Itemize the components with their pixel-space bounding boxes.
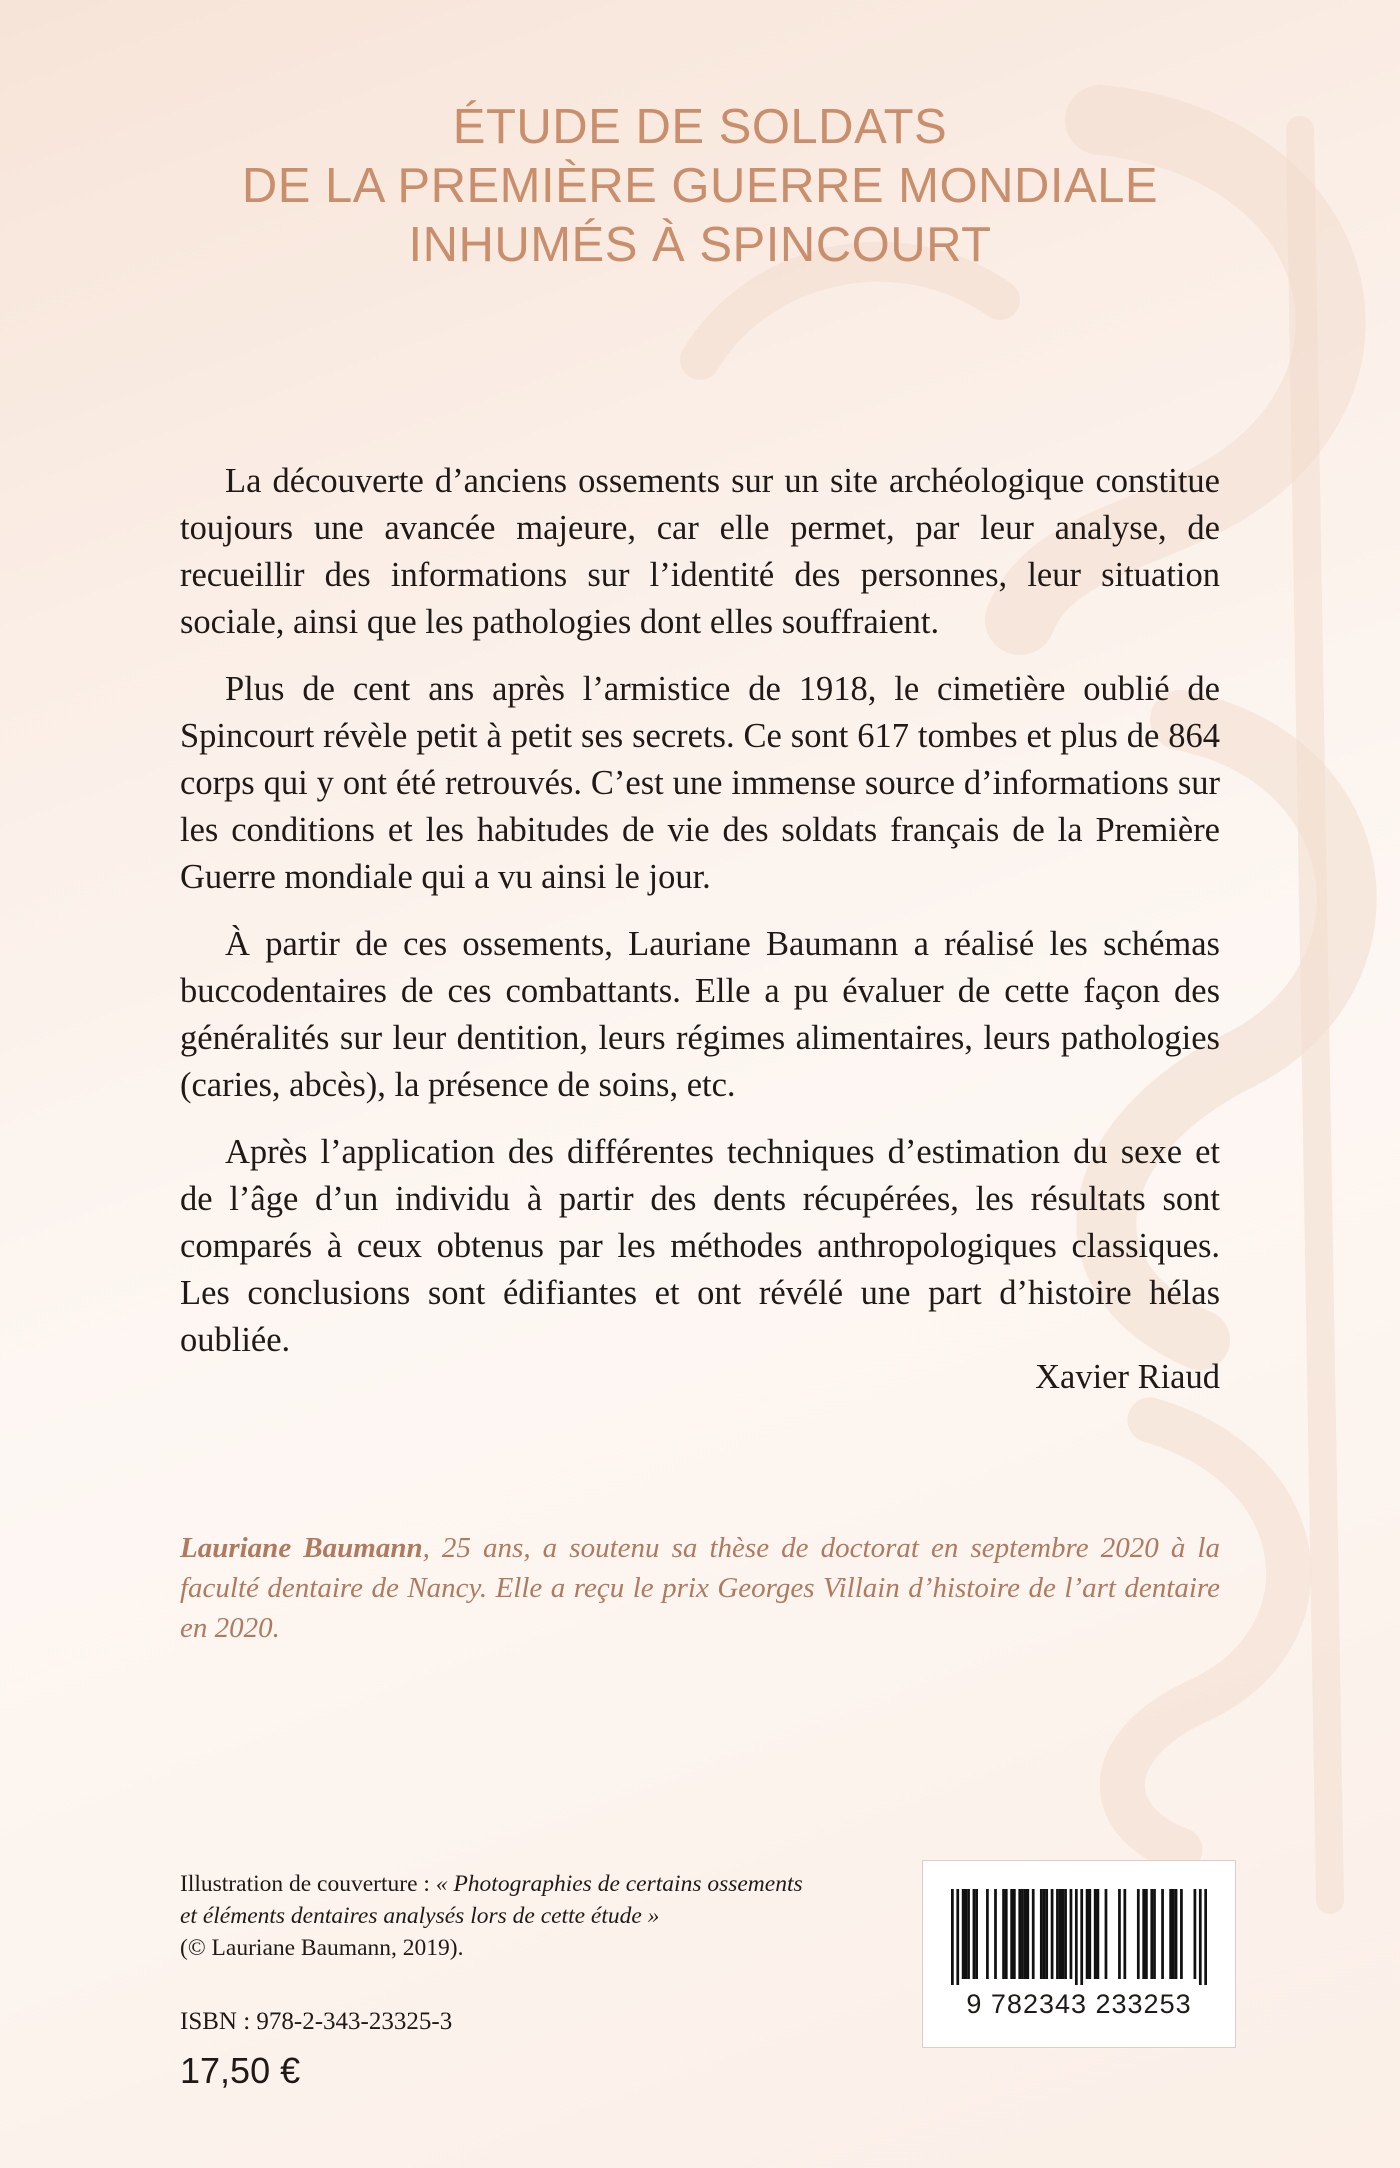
barcode-bar [1056, 1889, 1059, 1979]
barcode-bar [1169, 1889, 1172, 1979]
barcode-bar [1175, 1889, 1178, 1979]
barcode-bar [1059, 1889, 1062, 1979]
barcode-bar [1002, 1889, 1005, 1979]
author-name: Lauriane Baumann [180, 1532, 423, 1564]
barcode-bar [1137, 1889, 1140, 1979]
barcode-bar [1032, 1889, 1035, 1979]
barcode-bar [1051, 1889, 1054, 1979]
barcode-bar [964, 1889, 967, 1979]
barcode-bar [1180, 1889, 1183, 1979]
summary-text [180, 458, 1220, 1384]
credit-label: Illustration de couverture : [180, 1871, 436, 1897]
barcode-bar [1061, 1889, 1064, 1979]
barcode-bar [1153, 1889, 1156, 1979]
barcode-bar [1204, 1889, 1207, 1985]
barcode-bar [975, 1889, 978, 1979]
barcode-bar [1080, 1889, 1083, 1985]
author-bio [180, 1528, 1220, 1648]
barcode-bar [1199, 1889, 1202, 1985]
barcode-bar [1043, 1889, 1046, 1979]
barcode-bar [1005, 1889, 1008, 1979]
barcode-bar [1088, 1889, 1091, 1979]
isbn: ISBN : 978-2-343-23325-3 [180, 2008, 453, 2035]
title-line-2: DE LA PREMIÈRE GUERRE MONDIALE [241, 159, 1159, 213]
barcode-bar [951, 1889, 954, 1985]
barcode-bar [973, 1889, 976, 1979]
barcode-bar [1194, 1889, 1197, 1979]
barcode-bar [1161, 1889, 1164, 1979]
barcode-bar [986, 1889, 989, 1979]
credit-copyright: (© Lauriane Baumann, 2019). [180, 1935, 464, 1961]
barcode-bar [1097, 1889, 1100, 1979]
author-bio-text: , 25 ans, a soutenu sa thèse de doctorat en septembre 2020 à la faculté dentaire de Nancy. Elle a reçu le prix Georges Villain d’histoire de l’art dentaire en 2020. [180, 1532, 1220, 1644]
barcode-bar [1094, 1889, 1097, 1979]
barcode-bar [1150, 1889, 1153, 1979]
barcode-bar [994, 1889, 997, 1979]
barcode-bar [1075, 1889, 1078, 1985]
signature: Xavier Riaud [1035, 1358, 1220, 1396]
summary-paragraph-4: Après l’application des différentes techniques d’estimation du sexe et de l’âge d’un individu à partir des dents récupérées, les résultats sont comparés à ceux obtenus par les méthodes anthropologiques classiques. Les conclusions sont édifiantes et ont révélé une part d’histoire hélas oubliée. [180, 1133, 1220, 1359]
barcode-bar [1145, 1889, 1148, 1979]
barcode-bar [1021, 1889, 1024, 1979]
summary-paragraph-1: La découverte d’anciens ossements sur un site archéologique constitue toujours une avancée majeure, car elle permet, par leur analyse, de recueillir des informations sur l’identité des personnes, leur situation sociale, ainsi que les pathologies dont elles souffraient. [180, 462, 1220, 641]
barcode-bar [1010, 1889, 1013, 1979]
barcode-bar [1024, 1889, 1027, 1979]
cover-credit [180, 1868, 820, 1964]
summary-paragraph-2: Plus de cent ans après l’armistice de 1918, le cimetière oublié de Spincourt révèle petit à petit ses secrets. Ce sont 617 tombes et plus de 864 corps qui y ont été retrouvés. C’est une immense source d’informations sur les conditions et les habitudes de vie des soldats français de la Première Guerre mondiale qui a vu ainsi le jour. [180, 670, 1220, 896]
barcode-bar [1045, 1889, 1048, 1979]
barcode [922, 1860, 1236, 2048]
barcode-bar [1026, 1889, 1029, 1979]
barcode-bar [1040, 1889, 1043, 1979]
barcode-bar [1018, 1889, 1021, 1979]
title-line-1: ÉTUDE DE SOLDATS [452, 100, 948, 154]
barcode-bar [1086, 1889, 1089, 1979]
title-line-3: INHUMÉS À SPINCOURT [408, 218, 992, 272]
barcode-bar [1142, 1889, 1145, 1979]
barcode-bar [1064, 1889, 1067, 1979]
barcode-bar [1070, 1889, 1073, 1979]
barcode-digits: 9 782343 233253 [966, 1989, 1192, 2019]
barcode-bar [1118, 1889, 1121, 1979]
barcode-bars [951, 1889, 1207, 1985]
barcode-bar [1123, 1889, 1126, 1979]
barcode-bar [1105, 1889, 1108, 1979]
credit-quote: « Photographies de certains ossements et éléments dentaires analysés lors de cette étude » [180, 1871, 803, 1929]
price: 17,50 € [180, 2050, 301, 2091]
summary-paragraph-3: À partir de ces ossements, Lauriane Baumann a réalisé les schémas buccodentaires de ces combattants. Elle a pu évaluer de cette façon des généralités sur leur dentition, leurs régimes alimentaires, leurs pathologies (caries, abcès), la présence de soins, etc. [180, 925, 1220, 1104]
book-title [0, 98, 1400, 275]
barcode-bar [1013, 1889, 1016, 1979]
barcode-bar [956, 1889, 959, 1985]
barcode-bar [962, 1889, 965, 1979]
barcode-bar [1172, 1889, 1175, 1979]
barcode-bar [967, 1889, 970, 1979]
